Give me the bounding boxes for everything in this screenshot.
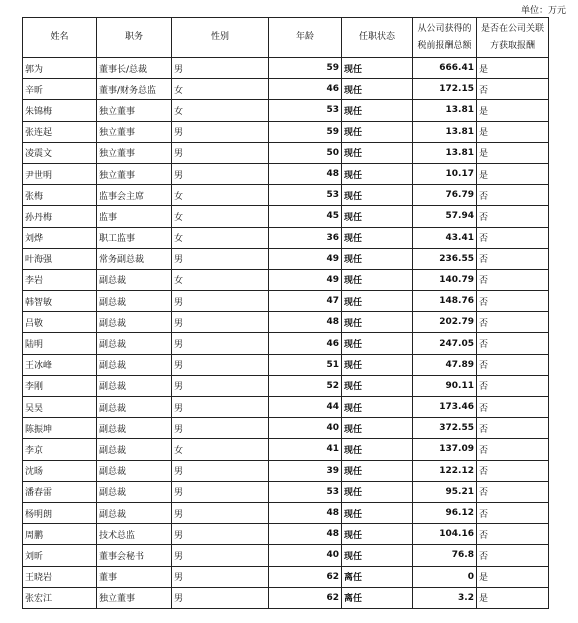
cell-pay: 96.12 [413, 502, 477, 523]
cell-status: 现任 [342, 375, 413, 396]
cell-title: 副总裁 [97, 481, 172, 502]
cell-status: 现任 [342, 291, 413, 312]
cell-gender: 男 [172, 333, 269, 354]
cell-title: 监事会主席 [97, 185, 172, 206]
cell-status: 现任 [342, 248, 413, 269]
cell-title: 副总裁 [97, 502, 172, 523]
header-name: 姓名 [23, 18, 97, 58]
header-title: 职务 [97, 18, 172, 58]
cell-status: 现任 [342, 58, 413, 79]
cell-status: 现任 [342, 354, 413, 375]
cell-age: 50 [269, 142, 342, 163]
table-row [23, 524, 549, 545]
cell-gender: 女 [172, 206, 269, 227]
cell-status: 现任 [342, 312, 413, 333]
header-row [23, 18, 549, 58]
compensation-table [22, 17, 549, 609]
cell-name: 杨明朗 [23, 502, 97, 523]
cell-pay: 104.16 [413, 524, 477, 545]
cell-related: 是 [477, 587, 549, 608]
cell-status: 现任 [342, 545, 413, 566]
cell-name: 刘昕 [23, 545, 97, 566]
cell-name: 凌震文 [23, 142, 97, 163]
header-gender: 性别 [172, 18, 269, 58]
cell-related: 否 [477, 502, 549, 523]
cell-gender: 男 [172, 566, 269, 587]
cell-title: 副总裁 [97, 291, 172, 312]
cell-age: 49 [269, 248, 342, 269]
cell-age: 39 [269, 460, 342, 481]
cell-title: 常务副总裁 [97, 248, 172, 269]
cell-related: 否 [477, 524, 549, 545]
cell-name: 吴昊 [23, 397, 97, 418]
cell-name: 李刚 [23, 375, 97, 396]
cell-pay: 76.79 [413, 185, 477, 206]
table-row [23, 185, 549, 206]
cell-related: 否 [477, 206, 549, 227]
cell-title: 独立董事 [97, 142, 172, 163]
cell-pay: 0 [413, 566, 477, 587]
cell-related: 是 [477, 121, 549, 142]
cell-age: 40 [269, 545, 342, 566]
cell-related: 否 [477, 185, 549, 206]
table-row [23, 121, 549, 142]
cell-pay: 3.2 [413, 587, 477, 608]
cell-status: 现任 [342, 481, 413, 502]
table-row [23, 460, 549, 481]
cell-name: 周鹏 [23, 524, 97, 545]
cell-age: 41 [269, 439, 342, 460]
cell-status: 现任 [342, 79, 413, 100]
table-row [23, 545, 549, 566]
cell-status: 离任 [342, 566, 413, 587]
cell-name: 陆明 [23, 333, 97, 354]
table-row [23, 227, 549, 248]
cell-related: 否 [477, 481, 549, 502]
cell-age: 62 [269, 587, 342, 608]
table-row [23, 269, 549, 290]
cell-pay: 247.05 [413, 333, 477, 354]
cell-age: 45 [269, 206, 342, 227]
cell-gender: 男 [172, 375, 269, 396]
cell-related: 否 [477, 418, 549, 439]
cell-name: 王晓岩 [23, 566, 97, 587]
cell-pay: 43.41 [413, 227, 477, 248]
cell-title: 副总裁 [97, 312, 172, 333]
cell-age: 46 [269, 333, 342, 354]
cell-name: 孙丹梅 [23, 206, 97, 227]
cell-name: 王冰峰 [23, 354, 97, 375]
cell-age: 44 [269, 397, 342, 418]
cell-age: 48 [269, 502, 342, 523]
header-related: 是否在公司关联方获取报酬 [477, 18, 549, 58]
cell-title: 副总裁 [97, 439, 172, 460]
cell-status: 现任 [342, 524, 413, 545]
table-row [23, 587, 549, 608]
cell-status: 现任 [342, 418, 413, 439]
cell-pay: 95.21 [413, 481, 477, 502]
cell-pay: 13.81 [413, 100, 477, 121]
cell-age: 47 [269, 291, 342, 312]
cell-gender: 男 [172, 524, 269, 545]
cell-gender: 女 [172, 79, 269, 100]
cell-age: 40 [269, 418, 342, 439]
cell-related: 否 [477, 291, 549, 312]
table-row [23, 142, 549, 163]
cell-gender: 男 [172, 142, 269, 163]
cell-gender: 男 [172, 58, 269, 79]
cell-related: 否 [477, 354, 549, 375]
cell-gender: 男 [172, 397, 269, 418]
table-row [23, 481, 549, 502]
cell-age: 59 [269, 121, 342, 142]
cell-name: 朱锦梅 [23, 100, 97, 121]
cell-age: 53 [269, 185, 342, 206]
cell-age: 59 [269, 58, 342, 79]
cell-related: 是 [477, 58, 549, 79]
cell-age: 48 [269, 312, 342, 333]
cell-gender: 男 [172, 121, 269, 142]
cell-status: 现任 [342, 227, 413, 248]
cell-name: 潘春雷 [23, 481, 97, 502]
cell-pay: 372.55 [413, 418, 477, 439]
cell-title: 副总裁 [97, 375, 172, 396]
cell-related: 否 [477, 312, 549, 333]
table-row [23, 100, 549, 121]
cell-status: 现任 [342, 439, 413, 460]
cell-status: 现任 [342, 502, 413, 523]
table-row [23, 502, 549, 523]
cell-title: 董事 [97, 566, 172, 587]
cell-age: 51 [269, 354, 342, 375]
table-row [23, 333, 549, 354]
cell-pay: 236.55 [413, 248, 477, 269]
cell-title: 独立董事 [97, 121, 172, 142]
cell-gender: 女 [172, 439, 269, 460]
cell-name: 陈振坤 [23, 418, 97, 439]
cell-title: 副总裁 [97, 397, 172, 418]
cell-title: 职工监事 [97, 227, 172, 248]
cell-name: 沈旸 [23, 460, 97, 481]
cell-gender: 男 [172, 502, 269, 523]
cell-title: 副总裁 [97, 418, 172, 439]
cell-status: 现任 [342, 460, 413, 481]
cell-pay: 666.41 [413, 58, 477, 79]
cell-gender: 男 [172, 163, 269, 184]
cell-related: 否 [477, 545, 549, 566]
cell-status: 现任 [342, 100, 413, 121]
cell-title: 副总裁 [97, 354, 172, 375]
cell-age: 53 [269, 100, 342, 121]
cell-related: 是 [477, 142, 549, 163]
cell-status: 离任 [342, 587, 413, 608]
cell-gender: 男 [172, 248, 269, 269]
cell-status: 现任 [342, 121, 413, 142]
cell-name: 吕敬 [23, 312, 97, 333]
cell-age: 52 [269, 375, 342, 396]
table-row [23, 291, 549, 312]
cell-related: 否 [477, 227, 549, 248]
cell-age: 53 [269, 481, 342, 502]
table-row [23, 375, 549, 396]
cell-pay: 57.94 [413, 206, 477, 227]
cell-age: 48 [269, 524, 342, 545]
cell-pay: 13.81 [413, 142, 477, 163]
cell-name: 刘烨 [23, 227, 97, 248]
cell-related: 是 [477, 163, 549, 184]
table-row [23, 312, 549, 333]
cell-pay: 10.17 [413, 163, 477, 184]
cell-pay: 148.76 [413, 291, 477, 312]
cell-title: 董事会秘书 [97, 545, 172, 566]
table-row [23, 397, 549, 418]
cell-status: 现任 [342, 185, 413, 206]
cell-related: 否 [477, 79, 549, 100]
cell-gender: 男 [172, 545, 269, 566]
table-row [23, 439, 549, 460]
header-pay: 从公司获得的税前报酬总额 [413, 18, 477, 58]
cell-title: 独立董事 [97, 587, 172, 608]
cell-pay: 202.79 [413, 312, 477, 333]
cell-pay: 172.15 [413, 79, 477, 100]
cell-name: 李岩 [23, 269, 97, 290]
cell-age: 48 [269, 163, 342, 184]
cell-name: 辛昕 [23, 79, 97, 100]
cell-pay: 76.8 [413, 545, 477, 566]
table-row [23, 58, 549, 79]
cell-name: 尹世明 [23, 163, 97, 184]
cell-pay: 122.12 [413, 460, 477, 481]
cell-gender: 男 [172, 481, 269, 502]
cell-related: 否 [477, 248, 549, 269]
cell-name: 张连起 [23, 121, 97, 142]
cell-name: 张宏江 [23, 587, 97, 608]
unit-label: 单位：万元 [520, 6, 566, 16]
table-row [23, 206, 549, 227]
cell-pay: 47.89 [413, 354, 477, 375]
cell-title: 副总裁 [97, 333, 172, 354]
cell-pay: 90.11 [413, 375, 477, 396]
cell-gender: 男 [172, 312, 269, 333]
cell-title: 独立董事 [97, 100, 172, 121]
cell-related: 否 [477, 333, 549, 354]
cell-gender: 女 [172, 185, 269, 206]
cell-gender: 男 [172, 418, 269, 439]
cell-gender: 女 [172, 227, 269, 248]
cell-gender: 男 [172, 587, 269, 608]
cell-gender: 女 [172, 269, 269, 290]
cell-pay: 173.46 [413, 397, 477, 418]
cell-pay: 13.81 [413, 121, 477, 142]
cell-status: 现任 [342, 163, 413, 184]
header-status: 任职状态 [342, 18, 413, 58]
cell-status: 现任 [342, 333, 413, 354]
cell-age: 62 [269, 566, 342, 587]
cell-status: 现任 [342, 269, 413, 290]
cell-pay: 140.79 [413, 269, 477, 290]
cell-related: 否 [477, 375, 549, 396]
cell-title: 副总裁 [97, 460, 172, 481]
table-row [23, 354, 549, 375]
table-row [23, 79, 549, 100]
cell-related: 是 [477, 566, 549, 587]
cell-pay: 137.09 [413, 439, 477, 460]
cell-title: 董事长/总裁 [97, 58, 172, 79]
cell-name: 叶海强 [23, 248, 97, 269]
header-age: 年龄 [269, 18, 342, 58]
cell-title: 董事/财务总监 [97, 79, 172, 100]
table-row [23, 418, 549, 439]
cell-gender: 男 [172, 291, 269, 312]
cell-status: 现任 [342, 397, 413, 418]
cell-gender: 男 [172, 460, 269, 481]
cell-title: 副总裁 [97, 269, 172, 290]
cell-related: 否 [477, 460, 549, 481]
cell-name: 李京 [23, 439, 97, 460]
cell-related: 是 [477, 100, 549, 121]
cell-name: 张梅 [23, 185, 97, 206]
table-row [23, 248, 549, 269]
cell-name: 郭为 [23, 58, 97, 79]
cell-related: 否 [477, 397, 549, 418]
cell-related: 否 [477, 269, 549, 290]
cell-title: 独立董事 [97, 163, 172, 184]
table-row [23, 163, 549, 184]
cell-name: 韩智敏 [23, 291, 97, 312]
cell-age: 46 [269, 79, 342, 100]
cell-status: 现任 [342, 142, 413, 163]
table-row [23, 566, 549, 587]
cell-age: 36 [269, 227, 342, 248]
cell-title: 监事 [97, 206, 172, 227]
cell-gender: 男 [172, 354, 269, 375]
cell-age: 49 [269, 269, 342, 290]
cell-status: 现任 [342, 206, 413, 227]
cell-gender: 女 [172, 100, 269, 121]
cell-related: 否 [477, 439, 549, 460]
cell-title: 技术总监 [97, 524, 172, 545]
